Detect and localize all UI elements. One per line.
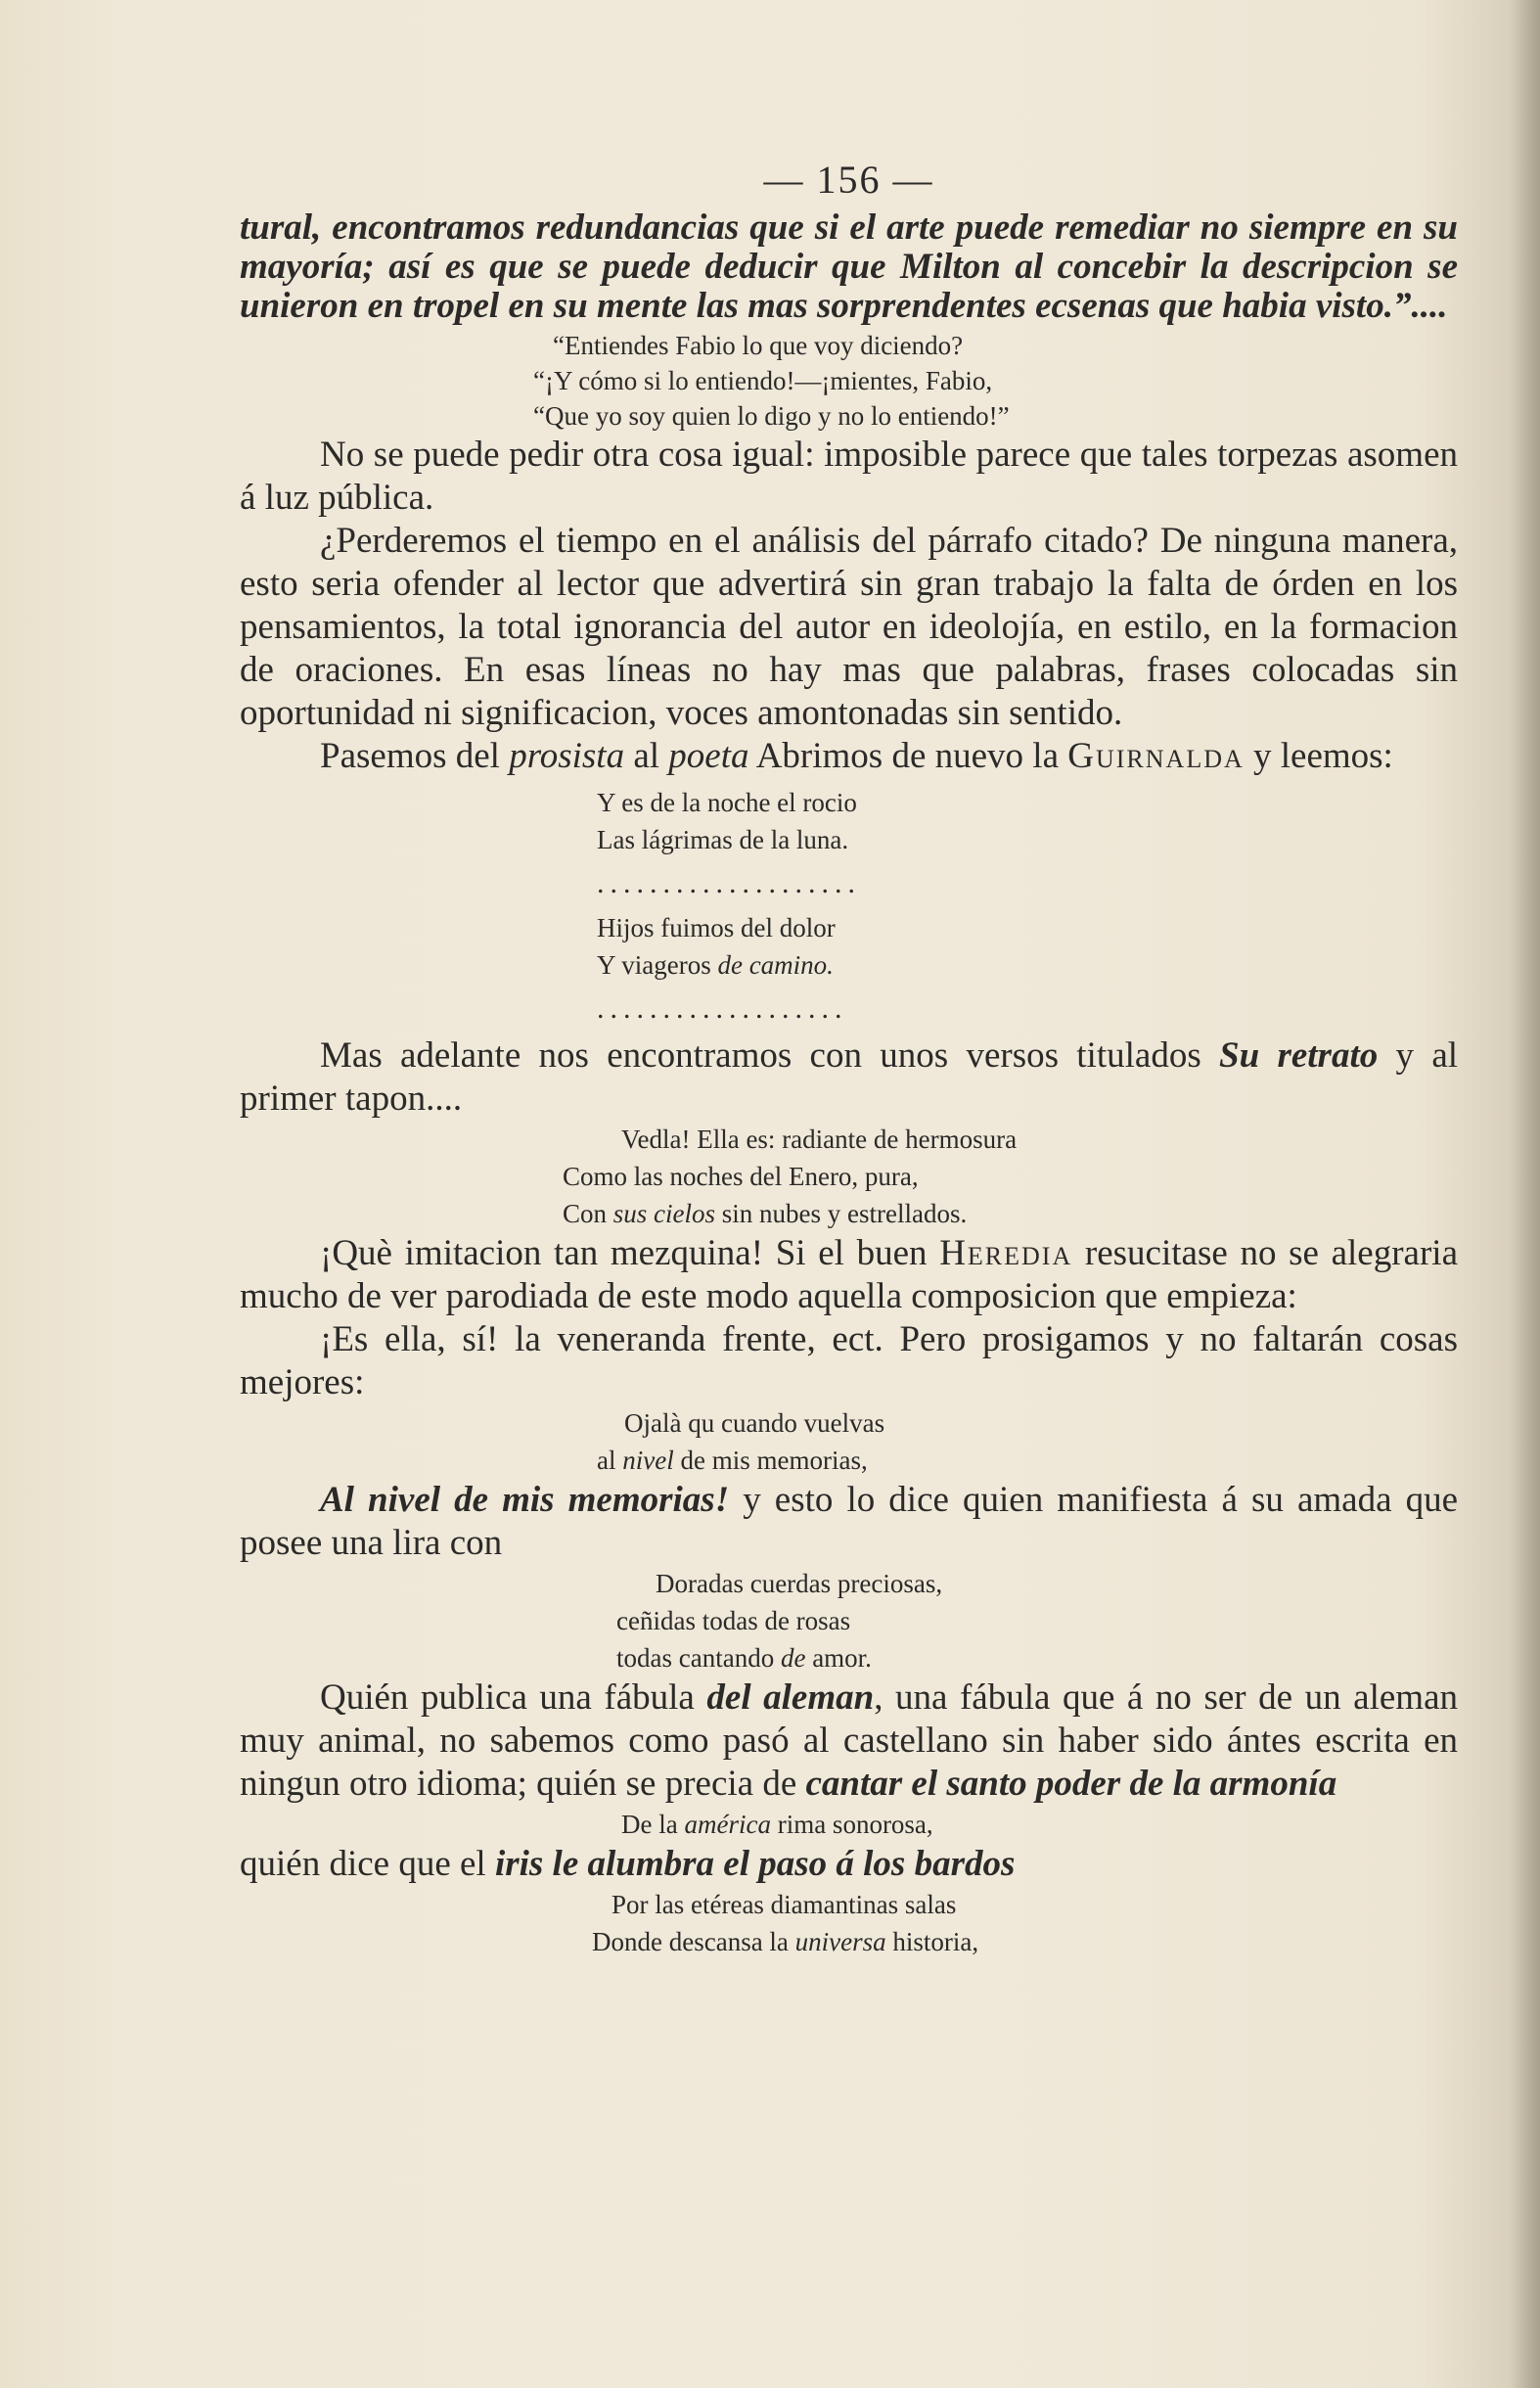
- verse-block-6: [621, 1806, 1458, 1843]
- paragraph-8: [240, 1676, 1458, 1806]
- p5-text-a: ¡Què imitacion tan mezquina! Si el buen: [320, 1233, 940, 1273]
- verse-ellipsis-2: ...................: [597, 992, 848, 1025]
- paragraph-4: [240, 1034, 1458, 1121]
- quote-line-1: “Entiendes Fabio lo que voy diciendo?: [553, 331, 964, 360]
- verse2-line-2-a: Y viageros: [597, 950, 718, 980]
- quote-line-3: “Que yo soy quien lo digo y no lo entiendo!”: [533, 401, 1010, 431]
- verse2-line-1: Hijos fuimos del dolor: [597, 913, 836, 942]
- p9-text-a: quién dice que el: [240, 1844, 495, 1884]
- verse4-line-1: Ojalà qu cuando vuelvas: [624, 1408, 885, 1438]
- page-number: — 156 —: [763, 158, 934, 202]
- verse-block-4: [597, 1404, 1458, 1479]
- verse3-line-1: Vedla! Ella es: radiante de hermosura: [621, 1125, 1018, 1154]
- verse4-line-2-c: de mis memorias,: [673, 1446, 868, 1475]
- verse3-line-3-b: sus cielos: [612, 1199, 716, 1228]
- p3-text-c: Abrimos de nuevo la: [748, 736, 1068, 776]
- p5-text-b: resucitase no se alegraria mucho de ver parodiada de este modo aquella composicion que empieza:: [240, 1233, 1458, 1316]
- verse2-line-2-b: de camino.: [717, 950, 834, 980]
- verse5-line-3: [616, 1639, 1458, 1676]
- verse3-line-3-a: Con: [563, 1199, 613, 1228]
- opening-italic-paragraph: tural, encontramos redundancias que si el arte puede remediar no siempre en su mayoría; así es que se puede deducir que Milton al concebir la descripcion se unieron en tropel en su mente las mas sorprendentes ecsenas que habia visto.”....: [240, 207, 1458, 326]
- p3-text-d: y leemos:: [1244, 736, 1393, 776]
- p3-text-b: al: [624, 736, 669, 776]
- verse5-line-3-a: todas cantando: [616, 1643, 781, 1673]
- verse4-line-2-b: nivel: [622, 1446, 674, 1475]
- verse6-line-1-c: rima sonorosa,: [770, 1810, 933, 1839]
- verse4-line-2-a: al: [597, 1446, 623, 1475]
- paragraph-7: [240, 1479, 1458, 1565]
- verse6-line-1: [621, 1806, 1458, 1843]
- paragraph-1: No se puede pedir otra cosa igual: imposible parece que tales torpezas asomen á luz pública.: [240, 435, 1458, 518]
- p3-text-a: Pasemos del: [320, 736, 510, 776]
- verse5-line-2: ceñidas todas de rosas: [616, 1606, 851, 1635]
- p3-poeta: poeta: [668, 736, 749, 776]
- verse-block-3: [563, 1121, 1458, 1232]
- p4-title: Su retrato: [1219, 1035, 1379, 1076]
- p4-text-b: y al primer tapon....: [240, 1035, 1459, 1119]
- paragraph-3: [240, 735, 1458, 778]
- verse3-line-2: Como las noches del Enero, pura,: [563, 1162, 919, 1191]
- verse6-line-1-a: De la: [621, 1810, 685, 1839]
- p9-iris: iris le alumbra el paso á los bardos: [494, 1844, 1016, 1884]
- p5-heredia: Heredia: [939, 1233, 1073, 1273]
- p8-text-a: Quién publica una fábula: [320, 1677, 707, 1718]
- p3-guirnalda: Guirnalda: [1067, 736, 1245, 776]
- p7-text-b: y esto lo dice quien manifiesta á su amada que posee una lira con: [240, 1480, 1459, 1563]
- verse-block-1: [597, 784, 1458, 1029]
- page-body: [240, 157, 1458, 1960]
- verse5-line-1: Doradas cuerdas preciosas,: [656, 1569, 943, 1598]
- verse6-line-1-b: américa: [684, 1810, 771, 1839]
- verse1-line-2: Las lágrimas de la luna.: [597, 825, 849, 854]
- p8-text-b: , una fábula que á no ser de un aleman muy animal, no sabemos como pasó al castellano sin haber sido ántes escrita en ningun otro idioma; quién se precia de: [240, 1677, 1458, 1804]
- verse5-line-3-c: amor.: [805, 1643, 872, 1673]
- verse7-line-1: Por las etéreas diamantinas salas: [611, 1890, 957, 1919]
- p4-text-a: Mas adelante nos encontramos con unos versos titulados: [320, 1035, 1220, 1076]
- quote-block: [533, 328, 1458, 434]
- p8-aleman: del aleman: [706, 1677, 875, 1718]
- page-edge-shadow: [1511, 0, 1540, 2388]
- verse-block-5: [616, 1565, 1458, 1676]
- verse3-line-3: [563, 1195, 1458, 1232]
- p7-exclamation: Al nivel de mis memorias!: [320, 1480, 730, 1520]
- verse1-line-1: Y es de la noche el rocio: [597, 788, 857, 817]
- paragraph-2: ¿Perderemos el tiempo en el análisis del párrafo citado? De ninguna manera, esto seria ofender al lector que advertirá sin gran trabajo la falta de órden en los pensamientos, la total ignorancia del autor en ideolojía, en estilo, en la formacion de oraciones. En esas líneas no hay mas que palabras, frases colocadas sin oportunidad ni significacion, voces amontonadas sin sentido.: [240, 521, 1458, 733]
- verse-block-7: [592, 1886, 1458, 1960]
- paragraph-9: [240, 1843, 1458, 1886]
- paragraph-5: [240, 1232, 1458, 1318]
- paragraph-6: ¡Es ella, sí! la veneranda frente, ect. Pero prosigamos y no faltarán cosas mejores:: [240, 1319, 1458, 1402]
- verse7-line-2-b: universa: [794, 1927, 886, 1956]
- verse-ellipsis-1: ....................: [597, 867, 861, 899]
- verse7-line-2-a: Donde descansa la: [592, 1927, 795, 1956]
- verse5-line-3-b: de: [780, 1643, 806, 1673]
- p3-prosista: prosista: [509, 736, 625, 776]
- p8-cantar: cantar el santo poder de la armonía: [805, 1764, 1337, 1804]
- verse2-line-2: [597, 946, 1458, 984]
- verse4-line-2: [597, 1442, 1458, 1479]
- verse7-line-2: [592, 1923, 1458, 1960]
- verse3-line-3-c: sin nubes y estrellados.: [715, 1199, 968, 1228]
- verse7-line-2-c: historia,: [885, 1927, 979, 1956]
- quote-line-2: “¡Y cómo si lo entiendo!—¡mientes, Fabio,: [533, 366, 993, 395]
